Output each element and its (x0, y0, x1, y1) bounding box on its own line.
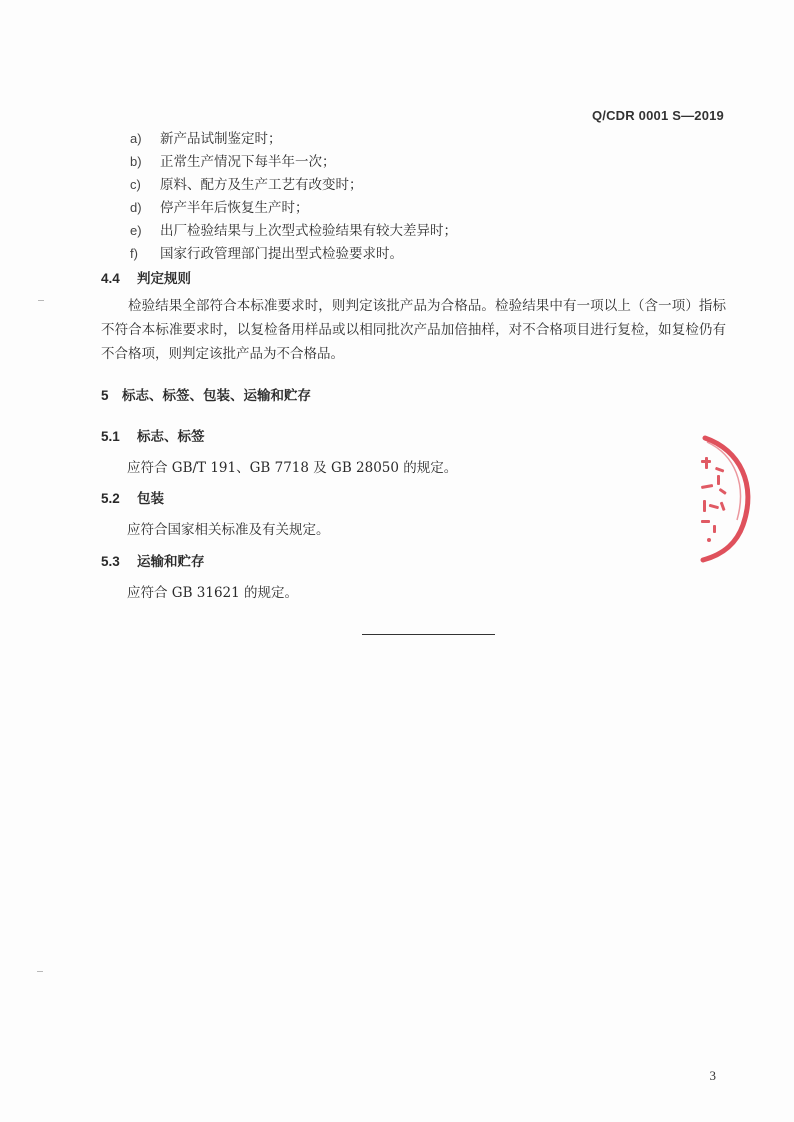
list-item-text: 出厂检验结果与上次型式检验结果有较大差异时； (160, 223, 457, 239)
section-number: 5.1 (101, 429, 120, 444)
section-number: 5 (101, 388, 109, 403)
list-item-text: 正常生产情况下每半年一次； (160, 154, 336, 170)
section-title: 运输和贮存 (137, 554, 205, 570)
list-item-mark: f) (130, 246, 138, 261)
list-item (130, 196, 457, 219)
list-item (130, 219, 457, 242)
section-heading-4-4 (101, 267, 191, 287)
list-item (130, 127, 457, 150)
list-item-text: 停产半年后恢复生产时； (160, 200, 309, 216)
section-number: 5.2 (101, 491, 120, 506)
section-number: 4.4 (101, 271, 120, 286)
section-title: 标志、标签 (137, 429, 205, 445)
list-item (130, 150, 457, 173)
packaging-body: 应符合国家相关标准及有关规定。 (127, 522, 330, 538)
labeling-body: 应符合 GB/T 191、GB 7718 及 GB 28050 的规定。 (127, 460, 458, 476)
list-item-mark: a) (130, 131, 142, 146)
seal-icon (695, 430, 775, 565)
section-title: 标志、标签、包装、运输和贮存 (122, 388, 311, 404)
chapter-heading-5 (101, 384, 311, 404)
section-title: 包装 (137, 491, 164, 507)
inspection-conditions-list (130, 127, 457, 265)
standard-code: Q/CDR 0001 S—2019 (591, 108, 724, 123)
section-number: 5.3 (101, 554, 120, 569)
section-heading-5-2 (101, 487, 164, 507)
transport-storage-body: 应符合 GB 31621 的规定。 (127, 585, 299, 601)
section-heading-5-1 (101, 425, 205, 445)
list-item-text: 新产品试制鉴定时； (160, 131, 282, 147)
list-item-text: 国家行政管理部门提出型式检验要求时。 (160, 246, 403, 262)
list-item-text: 原料、配方及生产工艺有改变时； (160, 177, 363, 193)
judgment-rules-paragraph: 检验结果全部符合本标准要求时，则判定该批产品为合格品。检验结果中有一项以上（含一项）指标不符合本标准要求时，以复检备用样品或以相同批次产品加倍抽样，对不合格项目进行复检，如复检仍有不合格项，则判定该批产品为不合格品。 (101, 298, 726, 362)
section-title: 判定规则 (137, 271, 191, 287)
list-item-mark: d) (130, 200, 142, 215)
list-item-mark: b) (130, 154, 142, 169)
section-heading-5-3 (101, 550, 205, 570)
list-item-mark: e) (130, 223, 142, 238)
list-item (130, 173, 457, 196)
scan-artifact (37, 971, 43, 972)
page-number: 3 (709, 1068, 716, 1083)
list-item-mark: c) (130, 177, 141, 192)
scan-artifact (38, 300, 44, 301)
end-of-document-rule (362, 634, 495, 635)
list-item (130, 242, 457, 265)
